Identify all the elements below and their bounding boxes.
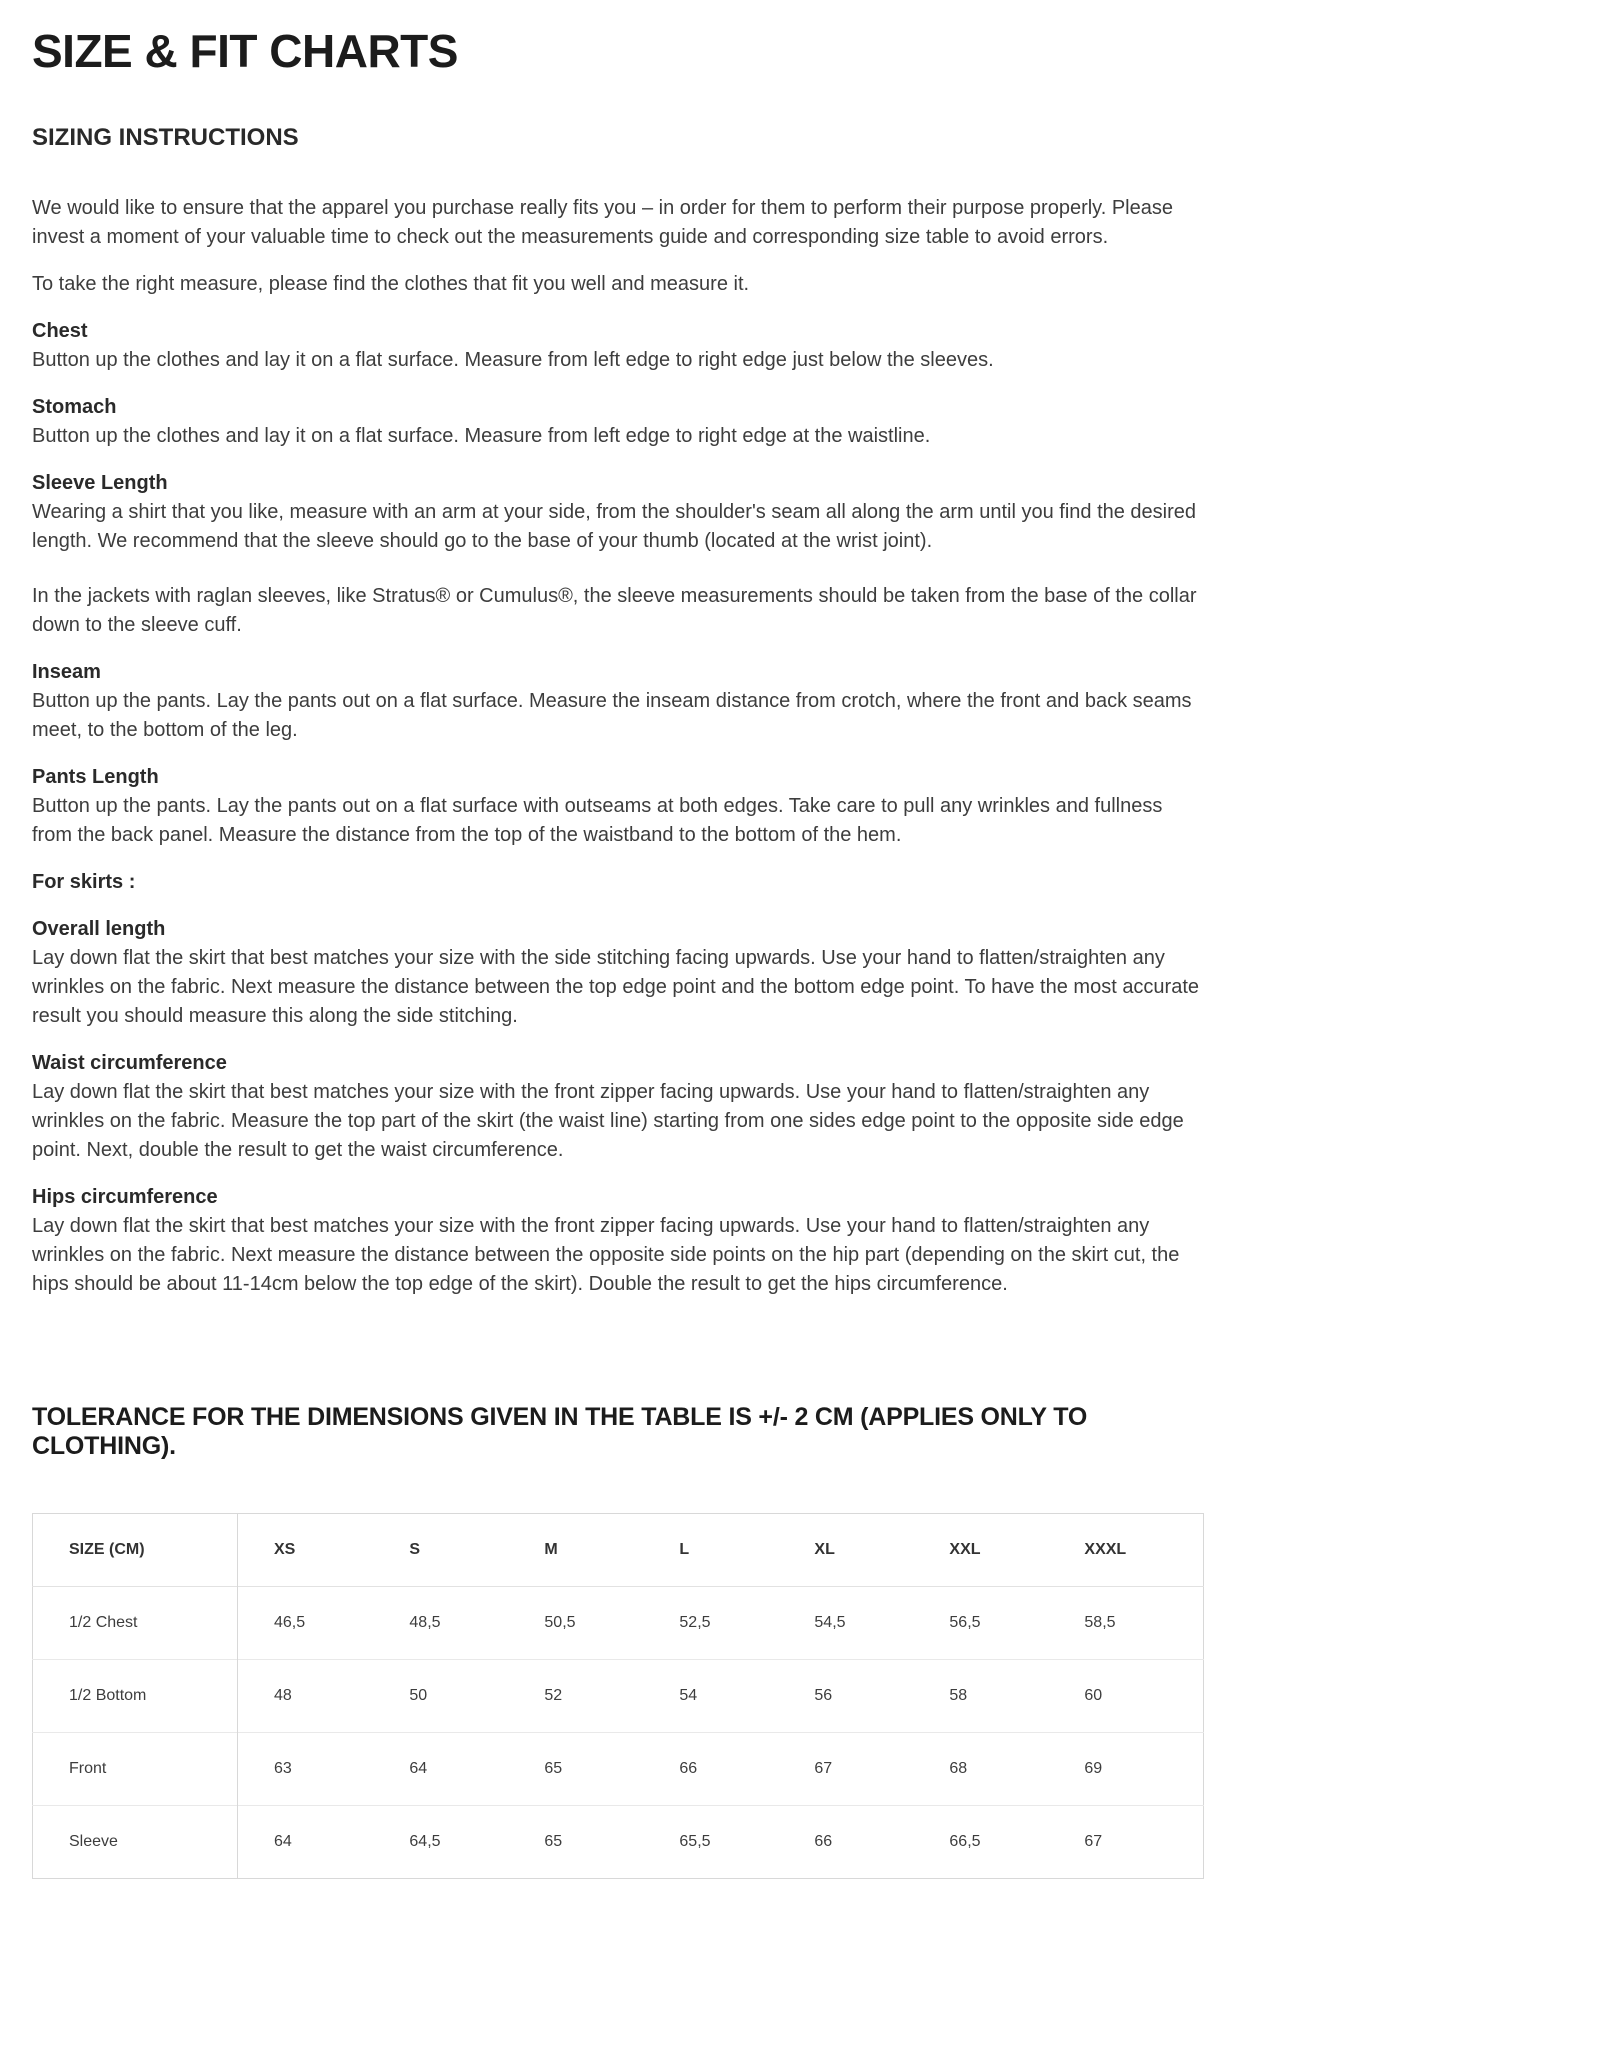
section-heading-chest: Chest xyxy=(32,320,88,342)
table-row-label: 1/2 Bottom xyxy=(33,1660,238,1733)
table-header-cell-xl: XL xyxy=(814,1541,835,1558)
intro-paragraph-1: We would like to ensure that the apparel you purchase really fits you – in order for them to perform their purpose properly. Please invest a moment of your valuable time to check out the measurements guide and corresponding size table to avoid errors. xyxy=(32,197,1173,248)
table-header-cell-l: L xyxy=(679,1541,690,1558)
table-header-cell-xxl: XXL xyxy=(949,1541,981,1558)
tolerance-heading: TOLERANCE FOR THE DIMENSIONS GIVEN IN THE TABLE IS +/- 2 CM (APPLIES ONLY TO CLOTHING). xyxy=(32,1403,1088,1460)
section-heading-for-skirts: For skirts : xyxy=(32,871,136,893)
table-cell: 66 xyxy=(679,1760,698,1777)
table-row-half-chest xyxy=(33,1587,1204,1660)
table-cell: 64 xyxy=(409,1760,428,1777)
section-heading-sleeve-length: Sleeve Length xyxy=(32,472,168,494)
section-heading-hips-circumference: Hips circumference xyxy=(32,1186,218,1208)
section-body-inseam: Button up the pants. Lay the pants out on a flat surface. Measure the inseam distance from crotch, where the front and back seams meet, to the bottom of the leg. xyxy=(32,690,1192,741)
section-heading-overall-length: Overall length xyxy=(32,918,166,940)
section-heading-waist-circumference: Waist circumference xyxy=(32,1052,227,1074)
table-cell: 65,5 xyxy=(679,1833,711,1850)
table-cell: 68 xyxy=(949,1760,968,1777)
table-header-cell-xs: XS xyxy=(274,1541,296,1558)
table-cell: 64,5 xyxy=(409,1833,441,1850)
table-row-half-bottom xyxy=(33,1660,1204,1733)
raglan-sleeves-note: In the jackets with raglan sleeves, like Stratus® or Cumulus®, the sleeve measurements should be taken from the base of the collar down to the sleeve cuff. xyxy=(32,585,1197,636)
sizing-instructions-heading: SIZING INSTRUCTIONS xyxy=(32,124,299,151)
table-row-sleeve xyxy=(33,1806,1204,1879)
size-table xyxy=(32,1513,1204,1879)
table-cell: 56 xyxy=(814,1687,833,1704)
table-cell: 66,5 xyxy=(949,1833,981,1850)
section-body-sleeve-length: Wearing a shirt that you like, measure with an arm at your side, from the shoulder's seam all along the arm until you find the desired length. We recommend that the sleeve should go to the base of your thumb (located at the wrist joint). xyxy=(32,501,1197,552)
section-heading-pants-length: Pants Length xyxy=(32,766,159,788)
section-heading-stomach: Stomach xyxy=(32,396,117,418)
table-cell: 65 xyxy=(544,1760,563,1777)
section-body-hips-circumference: Lay down flat the skirt that best matches your size with the front zipper facing upwards. Use your hand to flatten/straighten any wrinkles on the fabric. Next measure the distance between the opposite side points on the hip part (depending on the skirt cut, the hips should be about 11-14cm below the top edge of the skirt). Double the result to get the hips circumference. xyxy=(32,1215,1180,1295)
section-body-chest: Button up the clothes and lay it on a flat surface. Measure from left edge to right edge just below the sleeves. xyxy=(32,349,994,371)
table-cell: 69 xyxy=(1084,1760,1103,1777)
table-row-label: Sleeve xyxy=(33,1806,238,1879)
table-cell: 52,5 xyxy=(679,1614,711,1631)
table-header-cell-size: SIZE (CM) xyxy=(33,1514,238,1587)
table-header-cell-s: S xyxy=(409,1541,421,1558)
table-cell: 50,5 xyxy=(544,1614,576,1631)
table-row-front xyxy=(33,1733,1204,1806)
table-header-cell-m: M xyxy=(544,1541,558,1558)
section-body-stomach: Button up the clothes and lay it on a flat surface. Measure from left edge to right edge at the waistline. xyxy=(32,425,931,447)
table-cell: 58 xyxy=(949,1687,968,1704)
table-cell: 66 xyxy=(814,1833,833,1850)
table-cell: 46,5 xyxy=(274,1614,306,1631)
table-cell: 54 xyxy=(679,1687,698,1704)
table-cell: 65 xyxy=(544,1833,563,1850)
table-cell: 48 xyxy=(274,1687,292,1704)
table-cell: 56,5 xyxy=(949,1614,981,1631)
page-title: SIZE & FIT CHARTS xyxy=(32,25,458,77)
table-cell: 64 xyxy=(274,1833,292,1850)
section-body-waist-circumference: Lay down flat the skirt that best matches your size with the front zipper facing upwards. Use your hand to flatten/straighten any wrinkles on the fabric. Measure the top part of the skirt (the waist line) starting from one sides edge point to the opposite side edge point. Next, double the result to get the waist circumference. xyxy=(32,1081,1184,1161)
table-cell: 67 xyxy=(814,1760,833,1777)
table-cell: 60 xyxy=(1084,1687,1103,1704)
intro-paragraph-2: To take the right measure, please find the clothes that fit you well and measure it. xyxy=(32,273,750,295)
section-body-pants-length: Button up the pants. Lay the pants out on a flat surface with outseams at both edges. Take care to pull any wrinkles and fullness from the back panel. Measure the distance from the top of the waistband to the bottom of the hem. xyxy=(32,795,1163,846)
table-header-row xyxy=(33,1514,1204,1587)
table-cell: 58,5 xyxy=(1084,1614,1116,1631)
table-cell: 48,5 xyxy=(409,1614,441,1631)
table-header-cell-xxxl: XXXL xyxy=(1084,1541,1127,1558)
section-heading-inseam: Inseam xyxy=(32,661,101,683)
table-row-label: 1/2 Chest xyxy=(33,1587,238,1660)
table-row-label: Front xyxy=(33,1733,238,1806)
page-content xyxy=(32,0,1204,1879)
section-body-overall-length: Lay down flat the skirt that best matches your size with the side stitching facing upwards. Use your hand to flatten/straighten any wrinkles on the fabric. Next measure the distance between the top edge point and the bottom edge point. To have the most accurate result you should measure this along the side stitching. xyxy=(32,947,1200,1027)
table-cell: 54,5 xyxy=(814,1614,846,1631)
table-cell: 50 xyxy=(409,1687,428,1704)
table-cell: 63 xyxy=(274,1760,292,1777)
table-cell: 67 xyxy=(1084,1833,1103,1850)
table-cell: 52 xyxy=(544,1687,563,1704)
